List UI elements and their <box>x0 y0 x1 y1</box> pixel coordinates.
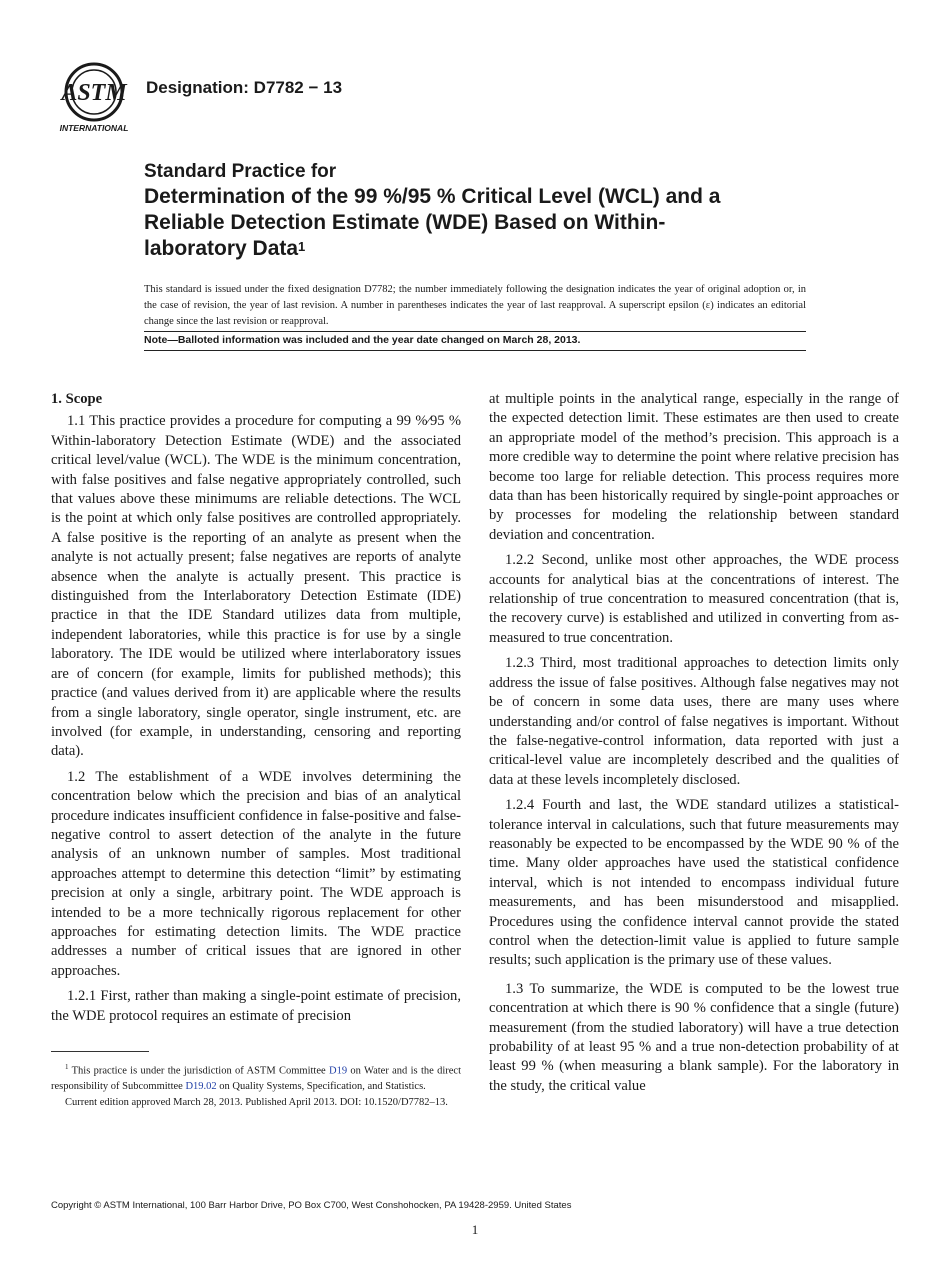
astm-logo <box>52 58 136 134</box>
right-column <box>489 390 899 1098</box>
footnote-text-3: on Quality Systems, Specification, and Statistics. <box>216 1081 426 1092</box>
ballot-note: Note—Balloted information was included and the year date changed on March 28, 2013. <box>144 334 581 346</box>
paragraph-1-2-3: 1.2.3 Third, most traditional approaches to detection limits only address the issue of false positives. Although false negatives may not be of concern in some data uses, there are many uses where understanding and/or control of false negatives is important. Without the false-negative-control information, data reported with just a critical-level value are incompletely described and the qualities of data at these levels incompletely disclosed. <box>489 655 899 788</box>
paragraph-1-2-1-continued: at multiple points in the analytical range, especially in the range of the expected detection limit. These estimates are then used to create an appropriate model of the method’s precision. This approach is a more credible way to determine the point where relative precision has become too large for reliable detection. This process requires more data than has been historically required by single-point approaches or by processes for modeling the relationship between standard deviation and concentration. <box>489 391 899 543</box>
logo-mark-text: ASTM <box>61 80 127 106</box>
section-heading-scope: 1. Scope <box>51 391 103 407</box>
astm-logo-icon <box>52 58 136 134</box>
issue-note: This standard is issued under the fixed designation D7782; the number immediately following the designation indicates the year of original adoption or, in the case of revision, the year of last revision. A number in parentheses indicates the year of last reapproval. A superscript epsilon (ε) indicates an editorial change since the last revision or reapproval. <box>144 284 806 327</box>
document-title <box>144 160 844 264</box>
paragraph-1-2-4: 1.2.4 Fourth and last, the WDE standard utilizes a statistical-tolerance interval in calculations, such that future measurements may reasonably be expected to be encompassed by the WDE 90 % of the time. Many older approaches have used the statistical confidence interval, which is not intended to encompass individual future measurements, and has been misunderstood and misapplied. Procedures using the confidence interval cannot provide the stated control when the detection-limit value is applied to future sample results; such application is the primary use of these values. <box>489 797 899 969</box>
subcommittee-link[interactable]: D19.02 <box>185 1081 217 1092</box>
copyright-notice: Copyright © ASTM International, 100 Barr Harbor Drive, PO Box C700, West Conshohocken, PA 19428-2959. United States <box>51 1200 572 1211</box>
title-line-2: Determination of the 99 %/95 % Critical Level (WCL) and a <box>144 185 721 208</box>
footnote-text-1: This practice is under the jurisdiction of ASTM Committee <box>71 1065 329 1077</box>
logo-subtext: INTERNATIONAL <box>59 123 129 133</box>
paragraph-1-2: 1.2 The establishment of a WDE involves determining the concentration below which the precision and bias of an analytical procedure indicates insufficient confidence in false-positive and false-negative control to assert detection of the analyte in the future analysis of an unknown number of samples. Most traditional approaches attempt to determine this detection “limit” by estimating precision at only a single, arbitrary point. The WDE approach is intended to be a more technically rigorous replacement for other approaches for estimating detection limits. The WDE practice addresses a number of critical issues that are ignored in other approaches. <box>51 768 461 979</box>
divider-top <box>144 331 806 332</box>
title-line-3: Reliable Detection Estimate (WDE) Based on Within- <box>144 211 666 234</box>
footnote-divider <box>51 1051 149 1052</box>
title-footnote-marker[interactable]: 1 <box>298 239 306 254</box>
footnote-marker: 1 <box>65 1063 69 1071</box>
page-number: 1 <box>471 1222 479 1237</box>
footnote <box>51 1060 461 1110</box>
left-column <box>51 390 461 1028</box>
title-line-1: Standard Practice for <box>144 161 337 182</box>
divider-bottom <box>144 350 806 351</box>
committee-link[interactable]: D19 <box>328 1065 348 1077</box>
footnote-jurisdiction <box>51 1060 461 1095</box>
designation: Designation: D7782 − 13 <box>146 78 343 97</box>
footnote-text-2: on Water and is the direct responsibility of Subcommittee <box>51 1065 462 1092</box>
title-line-4 <box>144 236 844 264</box>
paragraph-1-3: 1.3 To summarize, the WDE is computed to be the lowest true concentration at which there is 90 % confidence that a single (future) measurement (from the studied laboratory) will have a true detection probability of at least 95 % and a true non-detection probability of at least 99 % (when measuring a blank sample). For the laboratory in the study, the critical value <box>489 980 899 1094</box>
footnote-edition: Current edition approved March 28, 2013. Published April 2013. DOI: 10.1520/D7782–13. <box>65 1096 448 1108</box>
paragraph-1-1: 1.1 This practice provides a procedure for computing a 99 %⁄95 % Within-laboratory Detection Estimate (WDE) and the associated critical level/value (WCL). The WDE is the minimum concentration, with false positives and false negative appropriately controlled, such that values above these minimums are reliable detections. The WCL is the point at which only false positives are controlled appropriately. A false positive is the reporting of an analyte as present when the analyte is not actually present; false negatives are reports of analyte absence when the analyte is actually present. This practice is distinguished from the Interlaboratory Detection Estimate (IDE) practice in that the IDE Standard utilizes data from multiple, independent laboratories, while this practice is for use by a single laboratory. The IDE would be utilized where interlaboratory issues are of concern (for example, limits for published methods); this practice (and values derived from it) are applicable where the results from a single laboratory, single operator, single instrument, etc. are involved (for example, in understanding, censoring and reporting data). <box>51 413 461 760</box>
title-line-4-text: laboratory Data <box>144 237 299 260</box>
paragraph-1-2-2: 1.2.2 Second, unlike most other approaches, the WDE process accounts for analytical bias at the concentrations of interest. The relationship of true concentration to measured concentration (that is, the recovery curve) is established and utilized in converting from as-measured to true concentration. <box>489 552 899 646</box>
paragraph-1-2-1: 1.2.1 First, rather than making a single-point estimate of precision, the WDE protocol requires an estimate of precision <box>51 988 461 1024</box>
